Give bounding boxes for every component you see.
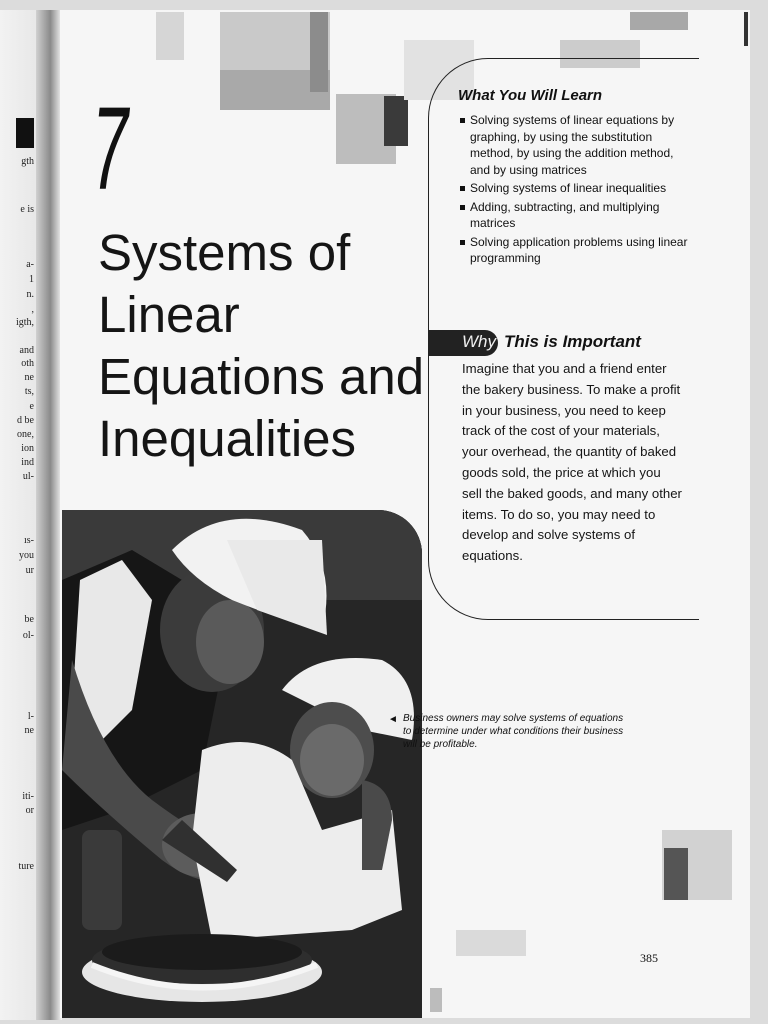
left-page-text-fragment: d be [17, 415, 34, 426]
decorative-square [384, 96, 408, 146]
left-page-text-fragment: ne [24, 372, 34, 383]
list-item [460, 180, 690, 197]
left-page-text-fragment: one, [17, 429, 34, 440]
learn-list [460, 112, 690, 269]
chapter-number: 7 [92, 83, 129, 215]
left-page-text-fragment: e [29, 401, 34, 412]
left-page-text-fragment: ıs- [24, 535, 34, 546]
left-page-tab-marker [16, 118, 34, 148]
left-page-text-fragment: ture [18, 861, 34, 872]
left-page-text-fragment: ur [25, 565, 34, 576]
photo-caption: Business owners may solve systems of equations to determine under what conditions their business will be profitable. [403, 713, 624, 750]
list-item [460, 234, 690, 267]
left-page-text-fragment: ind [21, 457, 34, 468]
square-bullet-icon [460, 205, 465, 210]
why-badge-label: Why [462, 332, 496, 351]
left-page-text-fragment: , [31, 304, 34, 315]
decorative-square [664, 848, 688, 900]
decorative-square [310, 12, 328, 92]
left-page-text-fragment: igth, [15, 317, 34, 328]
left-page-text-fragment: ul- [22, 471, 34, 482]
chapter-title [98, 222, 438, 470]
bakers-photo-illustration [62, 510, 422, 1018]
list-item [460, 112, 690, 178]
left-page-text-fragment: gth [21, 156, 34, 167]
book-spine-shadow [36, 10, 62, 1020]
chapter-title-line: Inequalities [98, 410, 357, 467]
decorative-square [430, 988, 442, 1012]
list-item [460, 199, 690, 232]
left-page-text-fragment: and [19, 345, 34, 356]
left-page-text-fragment: iti- [22, 791, 34, 802]
caption-arrow-icon: ◄ [388, 714, 398, 725]
why-heading: This is Important [504, 332, 641, 351]
page-number: 385 [640, 951, 658, 965]
left-page-text-fragment: oth [21, 358, 34, 369]
list-item-text: Solving systems of linear inequalities [470, 181, 667, 195]
square-bullet-icon [460, 118, 465, 123]
chapter-title-line: Equations and [98, 348, 425, 405]
left-page-text-fragment: n. [26, 289, 34, 300]
square-bullet-icon [460, 240, 465, 245]
learn-heading: What You Will Learn [458, 87, 603, 104]
chapter-title-line: Linear [98, 286, 240, 343]
page-edge-mark [744, 12, 748, 46]
decorative-square [156, 12, 184, 60]
square-bullet-icon [460, 186, 465, 191]
left-page-text-fragment: ne [24, 725, 34, 736]
why-header [428, 330, 690, 358]
list-item-text: Solving systems of linear equations by graphing, by using the substitution method, by using the addition method, and by using matrices [470, 113, 675, 177]
chapter-title-line: Systems of [98, 224, 351, 281]
left-page-text-fragment: ion [21, 443, 34, 454]
why-body-text: Imagine that you and a friend enter the bakery business. To make a profit in your business, you need to keep track of the cost of your materials, your overhead, the quantity of baked goods sold, the price at which you sell the baked goods, and many other items. To do so, you may need to develop and solve systems of equations. [462, 361, 682, 564]
list-item-text: Solving application problems using linear programming [470, 234, 688, 265]
decorative-square [630, 12, 688, 30]
bakers-photo [62, 510, 422, 1018]
left-page-text-fragment: you [19, 550, 34, 561]
left-page-text-fragment: e is [20, 204, 34, 215]
left-page-text-fragment: ol- [22, 630, 34, 641]
left-page-text-fragment: a- [26, 259, 34, 270]
list-item-text: Adding, subtracting, and multiplying matrices [470, 199, 660, 230]
left-page-text-fragment: ts, [24, 386, 34, 397]
left-page-text-fragment: or [25, 805, 34, 816]
left-page-text-fragment: be [24, 614, 34, 625]
decorative-square [456, 930, 526, 956]
left-page-text-fragment: 1 [29, 274, 34, 285]
left-page-text-fragment: l- [27, 711, 34, 722]
